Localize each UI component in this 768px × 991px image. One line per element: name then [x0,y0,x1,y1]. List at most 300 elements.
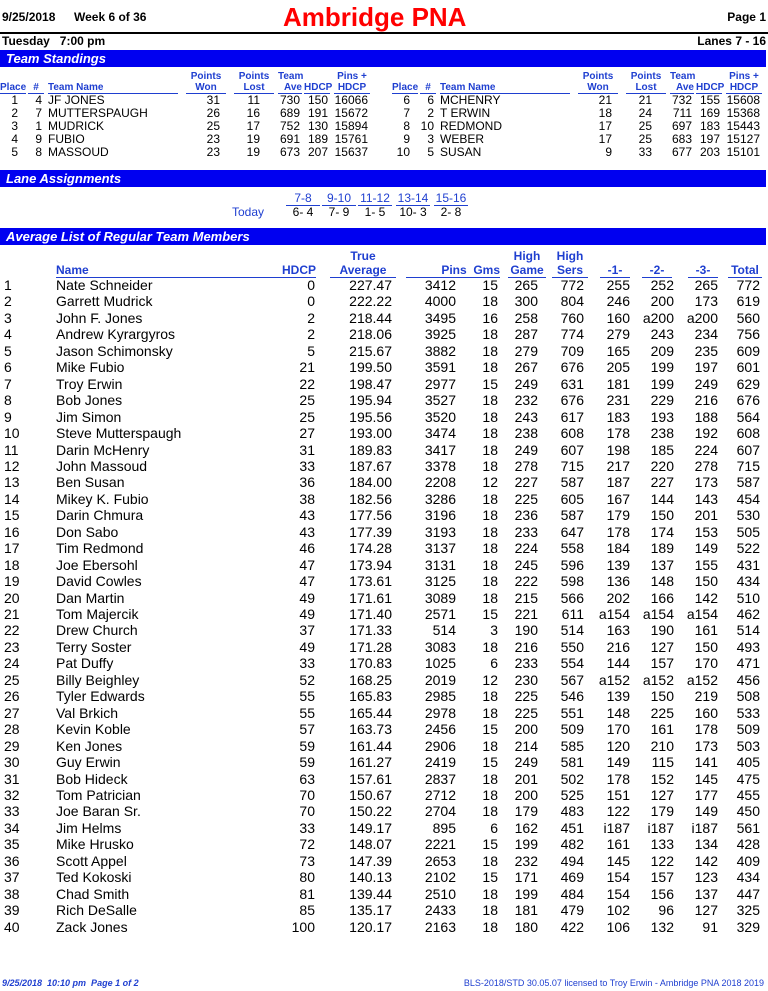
bowler-name-cell: Bob Jones [56,392,123,409]
bowler-game3-cell: 173 [694,737,718,754]
standings-place-cell: 3 [11,119,18,133]
standings-lost-cell: 11 [247,93,260,107]
bowler-rank-cell: 30 [4,754,20,771]
standings-place-cell: 7 [403,106,410,120]
bowler-games-cell: 6 [490,819,498,836]
bowler-game2-cell: 220 [650,457,674,474]
bowler-high-game-cell: 201 [514,770,538,787]
standings-name-cell: FUBIO [48,132,85,146]
bowler-game3-cell: 192 [694,425,718,442]
standings-header-right-num-1: # [420,82,436,94]
bowler-game3-cell: 150 [694,638,718,655]
bowler-high-game-cell: 222 [514,573,538,590]
bowler-high-game-cell: 225 [514,704,538,721]
bowler-rank-cell: 38 [4,885,20,902]
bowler-rank-cell: 3 [4,309,12,326]
bowler-name-cell: Andrew Kyrargyros [56,326,176,343]
team-standings-bar [0,50,766,67]
standings-won-cell: 23 [206,145,220,159]
bowler-rank-cell: 12 [4,457,20,474]
bowler-game1-cell: 139 [606,556,630,573]
bowler-average-cell: 218.06 [349,326,392,343]
bowler-name-cell: Billy Beighley [56,671,140,688]
bowler-high-game-cell: 225 [514,688,538,705]
bowler-hdcp-cell: 47 [299,573,315,590]
footer-left: 9/25/2018 10:10 pm Page 1 of 2 [2,978,139,988]
bowler-game3-cell: 149 [694,803,718,820]
bowler-high-game-cell: 287 [514,326,538,343]
bowler-high-series-cell: 607 [560,441,584,458]
bowler-high-game-cell: 278 [514,457,538,474]
bowler-hdcp-cell: 38 [299,490,315,507]
standings-hdcp-cell: 203 [699,145,720,159]
bowler-average-cell: 198.47 [349,375,392,392]
col-pins-gms: Pins Gms [406,263,500,278]
lane-matchup-1: 6- 4 [292,205,314,219]
bowler-rank-cell: 27 [4,704,20,721]
bowler-total-cell: 325 [736,902,760,919]
bowler-games-cell: 18 [482,326,498,343]
bowler-high-series-cell: 451 [560,819,584,836]
footer-right: BLS-2018/STD 30.05.07 licensed to Troy Erwin - Ambridge PNA 2018 2019 [463,978,764,988]
bowler-average-cell: 173.61 [349,573,392,590]
bowler-pins-cell: 2510 [424,885,456,902]
bowler-game1-cell: 161 [606,836,630,853]
standings-lost-cell: 19 [246,132,260,146]
bowler-hdcp-cell: 49 [299,638,315,655]
bowler-games-cell: 15 [482,721,498,738]
bowler-game2-cell: 144 [650,490,674,507]
standings-pins-cell: 15637 [334,145,368,159]
bowler-total-cell: 447 [736,885,760,902]
bowler-game2-cell: 150 [650,688,674,705]
bowler-average-cell: 227.47 [349,277,392,293]
bowler-game2-cell: 127 [650,786,674,803]
bowler-total-cell: 609 [736,342,760,359]
bowler-games-cell: 18 [482,786,498,803]
bowler-rank-cell: 22 [4,622,20,639]
bowler-game3-cell: 173 [694,474,718,491]
bowler-game2-cell: 193 [650,408,674,425]
standings-hdcp-cell: 155 [699,93,720,107]
standings-lost-cell: 16 [246,106,260,120]
standings-ave-cell: 677 [671,145,692,159]
bowler-high-series-cell: 647 [560,523,584,540]
bowler-rank-cell: 35 [4,836,20,853]
standings-ave-cell: 691 [279,132,300,146]
bowler-name-cell: Kevin Koble [56,721,131,738]
standings-ave-cell: 730 [279,93,300,107]
bowler-pins-cell: 2208 [424,474,456,491]
bowler-game2-cell: 152 [650,770,674,787]
bowler-games-cell: 18 [482,638,498,655]
bowler-pins-cell: 3520 [424,408,456,425]
standings-won-cell: 21 [598,93,612,107]
bowler-games-cell: 18 [482,507,498,524]
bowler-average-cell: 173.94 [349,556,392,573]
lane-matchup-2: 7- 9 [328,205,350,219]
bowler-games-cell: 18 [482,425,498,442]
standings-ave-cell: 752 [279,119,300,133]
bowler-total-cell: 510 [736,589,760,606]
bowler-hdcp-cell: 57 [299,721,315,738]
bowler-high-series-cell: 484 [560,885,584,902]
bowler-games-cell: 18 [482,573,498,590]
col-high-sers: Sers [552,263,588,278]
bowler-average-cell: 170.83 [349,655,392,672]
standings-ave-cell: 732 [671,93,692,107]
bowler-average-cell: 171.28 [349,638,392,655]
bowler-hdcp-cell: 43 [299,523,315,540]
bowler-rank-cell: 36 [4,852,20,869]
header-divider [0,32,768,34]
bowler-game1-cell: a152 [598,671,630,688]
bowler-rank-cell: 4 [4,326,12,343]
bowler-high-game-cell: 300 [514,293,538,310]
standings-name-cell: REDMOND [440,119,502,133]
bowler-high-game-cell: 215 [514,589,538,606]
lane-matchup-4: 10- 3 [399,205,427,219]
standings-pins-cell: 15672 [334,106,368,120]
standings-hdcp-cell: 150 [307,93,328,107]
bowler-name-cell: Mike Hrusko [56,836,134,853]
col-true: True [350,249,376,263]
bowler-total-cell: 450 [736,803,760,820]
standings-num-cell: 8 [35,145,42,159]
standings-hdcp-cell: 183 [699,119,720,133]
lane-pair-2: 9-10 [322,191,356,206]
bowler-hdcp-cell: 72 [299,836,315,853]
bowler-hdcp-cell: 85 [299,902,315,919]
bowler-games-cell: 18 [482,688,498,705]
bowler-high-game-cell: 200 [514,786,538,803]
bowler-game3-cell: 127 [694,902,718,919]
bowler-hdcp-cell: 25 [299,392,315,409]
bowler-rank-cell: 6 [4,359,12,376]
bowler-high-game-cell: 279 [514,342,538,359]
bowler-name-cell: Ken Jones [56,737,123,754]
bowler-games-cell: 18 [482,902,498,919]
bowler-game1-cell: 231 [606,392,630,409]
bowler-games-cell: 18 [482,556,498,573]
standings-name-cell: MUTTERSPAUGH [48,106,148,120]
bowler-games-cell: 15 [482,606,498,622]
bowler-game2-cell: 190 [650,622,674,639]
bowler-game2-cell: a200 [642,309,674,326]
bowler-total-cell: 503 [736,737,760,754]
bowler-pins-cell: 3196 [424,507,456,524]
bowler-hdcp-cell: 46 [299,540,315,557]
bowler-high-game-cell: 232 [514,392,538,409]
bowler-high-game-cell: 200 [514,721,538,738]
standings-num-cell: 4 [35,93,42,107]
bowler-game1-cell: 167 [606,490,630,507]
bowler-average-cell: 157.61 [349,770,392,787]
bowler-game1-cell: 217 [606,457,630,474]
bowler-games-cell: 18 [482,359,498,376]
bowler-average-cell: 150.67 [349,786,392,803]
bowler-game3-cell: a152 [686,671,718,688]
bowler-pins-cell: 4000 [424,293,456,310]
col-game2: -2- [642,263,672,278]
bowler-pins-cell: 2906 [424,737,456,754]
bowler-game2-cell: 156 [650,885,674,902]
bowler-hdcp-cell: 43 [299,507,315,524]
bowler-games-cell: 12 [482,671,498,688]
col-hdcp: HDCP [282,263,317,277]
standings-place-cell: 1 [11,93,18,107]
bowler-high-game-cell: 199 [514,885,538,902]
bowler-total-cell: 564 [736,408,760,425]
bowler-average-cell: 150.22 [349,803,392,820]
bowler-average-cell: 174.28 [349,540,392,557]
bowler-rank-cell: 14 [4,490,20,507]
bowler-pins-cell: 3882 [424,342,456,359]
lane-matchup-5: 2- 8 [440,205,462,219]
bowler-name-cell: Mikey K. Fubio [56,490,149,507]
bowler-rank-cell: 31 [4,770,20,787]
standings-header-left-points-3: Points [190,71,222,82]
bowler-name-cell: John F. Jones [56,309,143,326]
bowler-game1-cell: 205 [606,359,630,376]
bowler-name-cell: John Massoud [56,457,148,474]
bowler-high-game-cell: 267 [514,359,538,376]
bowler-pins-cell: 3131 [424,556,456,573]
bowler-hdcp-cell: 37 [299,622,315,639]
bowler-high-game-cell: 162 [514,819,538,836]
bowler-game3-cell: 142 [694,589,718,606]
lane-matchup-3: 1- 5 [364,205,386,219]
bowler-average-cell: 165.44 [349,704,392,721]
bowler-average-cell: 177.39 [349,523,392,540]
bowler-name-cell: Rich DeSalle [56,902,137,919]
bowler-name-cell: Dan Martin [56,589,125,606]
bowler-average-cell: 147.39 [349,852,392,869]
bowler-high-series-cell: 676 [560,359,584,376]
bowler-high-series-cell: 567 [560,671,584,688]
standings-place-cell: 9 [403,132,410,146]
standings-pins-cell: 15608 [726,93,760,107]
standings-header-left-team-7: Team [278,71,304,82]
bowler-game1-cell: 144 [606,655,630,672]
bowler-rank-cell: 34 [4,819,20,836]
bowler-high-game-cell: 190 [514,622,538,639]
col-game1: -1- [600,263,630,278]
bowler-name-cell: Joe Ebersohl [56,556,138,573]
bowler-high-series-cell: 804 [560,293,584,310]
standings-name-cell: SUSAN [440,145,482,159]
bowler-hdcp-cell: 25 [299,408,315,425]
standings-ave-cell: 689 [279,106,300,120]
standings-won-cell: 31 [206,93,220,107]
bowler-name-cell: Don Sabo [56,523,119,540]
bowler-game1-cell: 187 [606,474,630,491]
bowler-high-series-cell: 596 [560,556,584,573]
bowler-average-cell: 177.56 [349,507,392,524]
standings-num-cell: 5 [427,145,434,159]
bowler-high-series-cell: 525 [560,786,584,803]
bowler-high-game-cell: 238 [514,425,538,442]
standings-place-cell: 6 [403,93,410,107]
bowler-rank-cell: 26 [4,688,20,705]
standings-header-right-points-3: Points [582,71,614,82]
standings-header-left-hdcp-9: HDCP [304,82,333,93]
bowler-average-cell: 139.44 [349,885,392,902]
bowler-total-cell: 587 [736,474,760,491]
standings-pins-cell: 16066 [334,93,368,107]
bowler-games-cell: 18 [482,392,498,409]
bowler-average-cell: 161.27 [349,754,392,771]
bowler-pins-cell: 2019 [424,671,456,688]
bowler-name-cell: Jason Schimonsky [56,342,173,359]
standings-header-left-points-5: Points [238,71,270,82]
bowler-high-series-cell: 479 [560,902,584,919]
bowler-average-cell: 195.94 [349,392,392,409]
bowler-total-cell: 715 [736,457,760,474]
lane-assignments-bar [0,170,766,187]
bowler-games-cell: 15 [482,836,498,853]
bowler-game1-cell: 136 [606,573,630,590]
bowler-name-cell: Nate Schneider [56,277,153,293]
bowler-average-cell: 182.56 [349,490,392,507]
bowler-game2-cell: 210 [650,737,674,754]
bowler-rank-cell: 1 [4,277,12,293]
bowler-high-game-cell: 258 [514,309,538,326]
col-high-game-top: High [513,249,541,263]
bowler-game2-cell: 127 [650,638,674,655]
bowler-high-series-cell: 546 [560,688,584,705]
bowler-name-cell: Steve Mutterspaugh [56,425,182,442]
standings-header-right-won-4: Won [578,82,618,94]
standings-ave-cell: 697 [671,119,692,133]
bowler-game3-cell: 235 [694,342,718,359]
bowler-game1-cell: 179 [606,507,630,524]
standings-won-cell: 17 [598,132,612,146]
bowler-game1-cell: 202 [606,589,630,606]
bowler-average-cell: 171.33 [349,622,392,639]
bowler-game1-cell: 102 [606,902,630,919]
bowler-total-cell: 505 [736,523,760,540]
bowler-game3-cell: 142 [694,852,718,869]
bowler-total-cell: 428 [736,836,760,853]
standings-header-right-team_name-2: Team Name [440,82,570,94]
page-number: Page 1 [727,10,766,24]
standings-hdcp-cell: 191 [307,106,328,120]
bowler-high-series-cell: 631 [560,375,584,392]
bowler-game3-cell: 173 [694,293,718,310]
bowler-high-series-cell: 760 [560,309,584,326]
bowler-game2-cell: 225 [650,704,674,721]
bowler-total-cell: 475 [736,770,760,787]
bowler-games-cell: 18 [482,490,498,507]
bowler-game1-cell: 165 [606,342,630,359]
bowler-high-series-cell: 554 [560,655,584,672]
bowler-total-cell: 530 [736,507,760,524]
bowler-game1-cell: 216 [606,638,630,655]
bowler-game3-cell: 160 [694,704,718,721]
bowler-name-cell: Jim Simon [56,408,122,425]
bowler-high-game-cell: 179 [514,803,538,820]
bowler-total-cell: 514 [736,622,760,639]
bowler-game3-cell: 219 [694,688,718,705]
standings-lost-cell: 21 [638,93,652,107]
bowler-hdcp-cell: 22 [299,375,315,392]
bowler-total-cell: 560 [736,309,760,326]
bowler-game3-cell: 178 [694,721,718,738]
bowler-high-series-cell: 617 [560,408,584,425]
bowler-average-cell: 222.22 [349,293,392,310]
bowler-game2-cell: 148 [650,573,674,590]
bowler-high-series-cell: 581 [560,754,584,771]
bowler-game1-cell: 139 [606,688,630,705]
bowler-pins-cell: 2419 [424,754,456,771]
bowler-high-series-cell: 676 [560,392,584,409]
standings-place-cell: 4 [11,132,18,146]
bowler-total-cell: 434 [736,573,760,590]
standings-header-left-ave-8: Ave [278,82,302,94]
bowler-games-cell: 18 [482,589,498,606]
bowler-rank-cell: 20 [4,589,20,606]
standings-won-cell: 25 [206,119,220,133]
bowler-game3-cell: 161 [694,622,718,639]
bowler-hdcp-cell: 81 [299,885,315,902]
today-label: Today [232,205,265,219]
bowler-pins-cell: 3137 [424,540,456,557]
bowler-game2-cell: 174 [650,523,674,540]
bowler-game1-cell: 246 [606,293,630,310]
bowler-game2-cell: 122 [650,852,674,869]
standings-header-right-lost-6: Lost [626,82,666,94]
bowler-high-game-cell: 245 [514,556,538,573]
bowler-hdcp-cell: 49 [299,589,315,606]
bowler-game3-cell: 150 [694,573,718,590]
standings-ave-cell: 711 [672,106,692,120]
standings-header-left-place-0: Place [0,82,27,93]
bowler-name-cell: Tom Patrician [56,786,141,803]
bowler-average-cell: 120.17 [349,918,392,935]
bowler-pins-cell: 2977 [424,375,456,392]
bowler-games-cell: 18 [482,885,498,902]
bowler-games-cell: 12 [482,474,498,491]
bowler-pins-cell: 2985 [424,688,456,705]
bowler-hdcp-cell: 5 [307,342,315,359]
bowler-name-cell: Zack Jones [56,918,128,935]
standings-won-cell: 17 [598,119,612,133]
bowler-game1-cell: 279 [606,326,630,343]
bowler-pins-cell: 2837 [424,770,456,787]
bowler-rank-cell: 33 [4,803,20,820]
bowler-hdcp-cell: 49 [299,606,315,622]
bowler-hdcp-cell: 21 [299,359,315,376]
bowler-game2-cell: a152 [642,671,674,688]
bowler-high-game-cell: 181 [514,902,538,919]
bowler-game3-cell: 278 [694,457,718,474]
bowler-rank-cell: 2 [4,293,12,310]
standings-lost-cell: 19 [246,145,260,159]
bowler-game2-cell: 137 [650,556,674,573]
bowler-pins-cell: 895 [432,819,456,836]
bowler-games-cell: 18 [482,342,498,359]
bowler-rank-cell: 17 [4,540,20,557]
bowler-game2-cell: 157 [650,869,674,886]
bowler-average-cell: 187.67 [349,457,392,474]
bowler-name-cell: Guy Erwin [56,754,121,771]
bowler-pins-cell: 2163 [424,918,456,935]
standings-place-cell: 8 [403,119,410,133]
team-standings-heading: Team Standings [6,51,106,66]
bowler-average-cell: 189.83 [349,441,392,458]
bowler-high-game-cell: 225 [514,490,538,507]
